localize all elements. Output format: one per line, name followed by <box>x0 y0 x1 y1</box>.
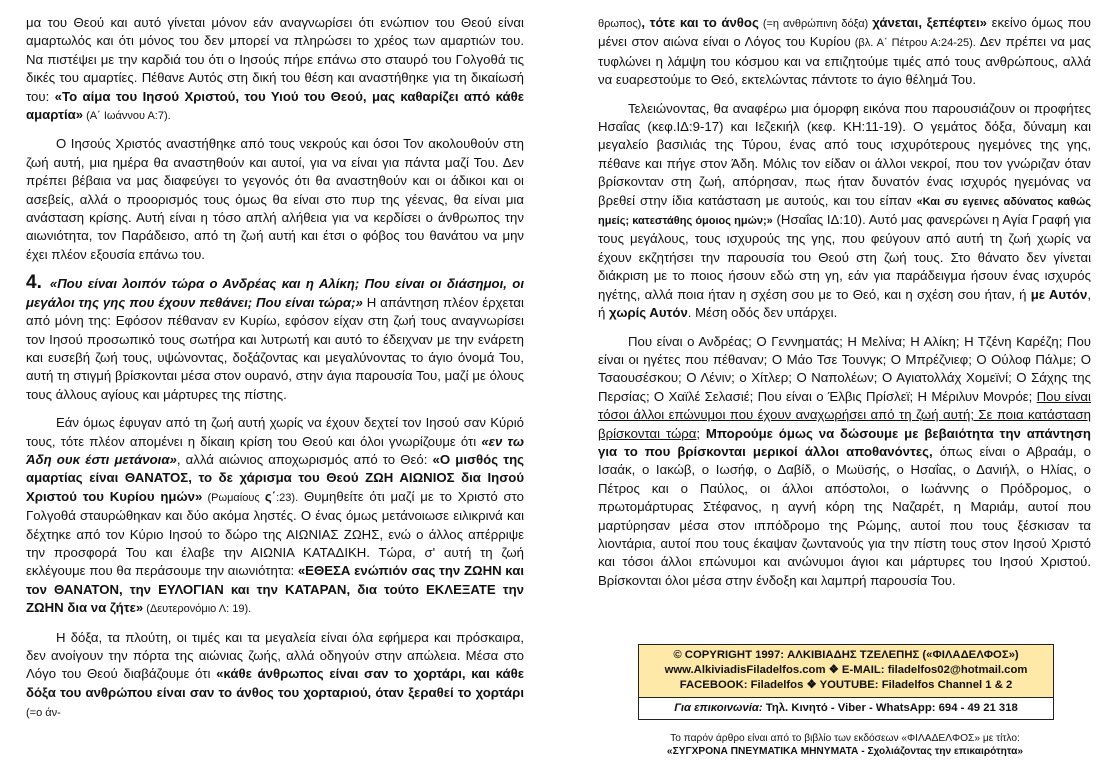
social-line: FACEBOOK: Filadelfos ❖ YOUTUBE: Filadelfos Channel 1 & 2 <box>679 679 1013 691</box>
contact-line: Για επικοινωνία: Τηλ. Κινητό - Viber - WhatsApp: 694 - 49 21 318 <box>639 697 1053 719</box>
paragraph-r3: Που είναι ο Ανδρέας; Ο Γεννηματάς; Η Μελίνα; Η Αλίκη; Η Τζένη Καρέζη; Που είναι οι ηγέτες που πέθαναν; Ο Μάο Τσε Τουνγκ; Ο Μπρέζνιεφ; Ο Ούλοφ Πάλμε; Ο Τσαουσέσκου; Ο Λένιν; ο Χίτλερ; Ο Ναπολέων; Ο Αγιατολλάχ Χομεϊνί; Ο Σάχης της Περσίας; Ο Χαϊλέ Σελασιέ; Που είναι ο Έλβις Πρίσλεϊ; Η Μέριλυν Μονρόε; Που είναι τόσοι άλλοι επώνυμοι που έχουν αναχωρήσει από τη ζωή αυτή; Σε ποια κατάσταση βρίσκονται τώρα; Μπορούμε όμως να δώσουμε με βεβαιότητα την απάντηση για το που βρίσκονται μερικοί άλλοι αποθανόντες, όπως είναι ο Αβραάμ, ο Ισαάκ, ο Ιακώβ, ο Ιωσήφ, ο Δαβίδ, ο Μωϋσής, ο Ησαΐας, ο Δανιήλ, ο Ηλίας, ο Πέτρος και ο Παύλος, οι άλλοι απόστολοι, ο Ιωάννης ο Πρόδρομος, ο πρωτομάρτυρας Στέφανος, η αγνή κόρη της Ναζαρέτ, η Μαριάμ, αυτοί που μαρτύρησαν μέσα στον ιππόδρομο της Ρώμης, αυτοί που τους ξέσκισαν τα λιοντάρια, αυτοί που τους έκαψαν ζωντανούς για την πίστη τους στον Ιησού Χριστό και τόσοι άλλοι επώνυμοι και ανώνυμοι άγιοι και μάρτυρες του Ιησού Χριστού. Βρίσκονται όλοι μέσα στην ένδοξη και λαμπρή παρουσία Του. <box>598 333 1091 588</box>
copyright-line: © COPYRIGHT 1997: ΑΛΚΙΒΙΑΔΗΣ ΤΖΕΛΕΠΗΣ («ΦΙΛΑΔΕΛΦΟΣ») <box>673 649 1019 661</box>
paragraph-4: Εάν όμως έφυγαν από τη ζωή αυτή χωρίς να έχουν δεχτεί τον Ιησού σαν Κύριό τους, τότε πλέον απομένει η δίκαιη κρίση του Θεού και όλοι γνωρίζουμε ότι «εν τω Άδη ουκ έστι μετάνοια», αλλά αιώνιος αποχωρισμός από το Θεό: «Ο μισθός της αμαρτίας είναι ΘΑΝΑΤΟΣ, το δε χάρισμα του Θεού ΖΩΗ ΑΙΩΝΙΟΣ δια Ιησού Χριστού του Κυρίου ημών» (Ρωμαίους ς΄:23). Θυμηθείτε ότι μαζί με το Χριστό στο Γολγοθά σταυρώθηκαν και δύο ακόμα ληστές. Ο ένας όμως μετάνοιωσε ειλικρινά και δέχτηκε από τον Κύριο Ιησού το δώρο της ΑΙΩΝΙΑΣ ΖΩΗΣ, ενώ ο άλλος απέρριψε την προσφορά Του και έλαβε την ΑΙΩΝΙΑ ΚΑΤΑΔΙΚΗ. Τώρα, σ' αυτή τη ζωή εκλέγουμε που θα περάσουμε την αιωνιότητα: «ΕΘΕΣΑ ενώπιόν σας την ΖΩΗΝ και τον ΘΑΝΑΤΟΝ, την ΕΥΛΟΓΙΑΝ και την ΚΑΤΑΡΑΝ, δια τούτο ΕΚΛΕΞΑΤΕ την ΖΩΗΝ δια να ζήτε» (Δευτερονόμιο Λ: 19). <box>26 415 524 616</box>
right-column <box>598 14 1091 600</box>
section-question: «Που είναι λοιπόν τώρα ο Ανδρέας και η Αλίκη; Που είναι οι διάσημοι, οι μεγάλοι της γης που έχουν πεθάνει; Που είναι τώρα;» <box>26 276 524 310</box>
paragraph-5: Η δόξα, τα πλούτη, οι τιμές και τα μεγαλεία είναι όλα εφήμερα και πρόσκαιρα, δεν ανοίγουν την πόρτα της αιώνιας ζωής, αλλά οδηγούν στην απώλεια. Μέσα στο Λόγο του Θεού διαβάζουμε ότι «κάθε άνθρωπος είναι σαν το χορτάρι, και κάθε δόξα του ανθρώπου είναι σαν το άνθος του χορταριού, όταν ξεραθεί το χορτάρι (=ο άν- <box>26 629 524 720</box>
paragraph-r1: θρωπος), τότε και το άνθος (=η ανθρώπινη δόξα) χάνεται, ξεπέφτει» εκείνο όμως που μένει στον αιώνα είναι ο Λόγος του Κυρίου (βλ. Α΄ Πέτρου Α:24-25). Δεν πρέπει να μας τυφλώνει η λάμψη του κόσμου και να επιζητούμε τιμές από τους ανθρώπους, αλλά να ευαρεστούμε το Θεό, εκτελώντας πάντοτε το άγιο θέλημά Του. <box>598 15 1092 88</box>
copyright-box <box>638 644 1054 720</box>
paragraph-r2: Τελειώνοντας, θα αναφέρω μια όμορφη εικόνα που παρουσιάζουν οι προφήτες Ησαΐας (κεφ.ΙΔ:9-17) και Ιεζεκιήλ (κεφ. ΚΗ:11-19). Ο γεμάτος δόξα, δύναμη και μεγαλείο βασιλιάς της Τύρου, ένας από τους ισχυρότερους ηγεμόνες της γης, πέθανε και πήγε στον Άδη. Μόλις τον είδαν οι άλλοι νεκροί, που τον γνώριζαν όταν βρίσκονταν στη ζωή, απόρησαν, πως ήταν δυνατόν ένας ισχυρός ηγεμόνας να βρεθεί στην ίδια κατάσταση με αυτούς, και του είπαν «Και συ εγεινες αδύνατος καθώς ημείς; κατεστάθης όμοιος ημών;» (Ησαΐας ΙΔ:10). Αυτό μας φανερώνει η Αγία Γραφή για τους μεγάλους, τους ισχυρούς της γης, που φεύγουν από αυτή τη ζωή χωρίς να έχουν εκζητήσει την παρουσία του Θεού στη ζωή τους. Στο θάνατο δεν γίνεται διάκριση με το ποιος ήσουν εδώ στη γη, εάν για παράδειγμα ήσουν ένας ισχυρός ηγέτης, αλλά ποια ήταν η σχέση σου με το Θεό, και η σχέση σου ήταν, ή με Αυτόν, ή χωρίς Αυτόν. Μέση οδός δεν υπάρχει. <box>598 100 1091 321</box>
section-4: 4. «Που είναι λοιπόν τώρα ο Ανδρέας και η Αλίκη; Που είναι οι διάσημοι, οι μεγάλοι της γης που έχουν πεθάνει; Που είναι τώρα;» Η απάντηση πλέον έρχεται από μόνη της: Εφόσον πέθαναν εν Κυρίω, εφόσον είχαν στη ζωή τους αναγνωρίσει τον Ιησού προσωπικό τους σωτήρα και λυτρωτή και αυτό το έδειχναν με την ενάρετη και ευσεβή ζωή τους, υψώνοντας, δοξάζοντας και μεγαλύνοντας το άγιο όνομά Του, αυτή τη στιγμή βρίσκονται μέσα στον ουρανό, στην άγια παρουσία Του, μαζί με όλους τους άλλους αγίους και μάρτυρες της πίστης. <box>26 272 524 402</box>
website-email-line: www.AlkiviadisFiladelfos.com ❖ E-MAIL: filadelfos02@hotmail.com <box>664 664 1028 676</box>
left-column <box>26 14 524 733</box>
section-number: 4. <box>26 272 42 294</box>
paragraph-2: Ο Ιησούς Χριστός αναστήθηκε από τους νεκρούς και όσοι Τον ακολουθούν στη ζωή αυτή, μια ημέρα θα αναστηθούν και αυτοί, για να είναι για πάντα μαζί Του. Δεν πρέπει βέβαια να μας διαφεύγει το γεγονός ότι θα αναστηθούν και οι άδικοι και οι ασεβείς, αλλά ο προορισμός τους όμως θα είναι στο πυρ της γέενας, θα είναι μια ανάσταση κρίσης. Αυτή είναι η τόσο απλή αλήθεια για να κερδίσει ο άνθρωπος την αιωνιότητα, τον Παράδεισο, από τη ζωή αυτή και έτσι ο φόβος του θανάτου να μην έχει πλέον εξουσία επάνω του. <box>26 136 524 262</box>
copyright-header <box>639 645 1053 697</box>
source-note: Το παρόν άρθρο είναι από το βιβλίο των εκδόσεων «ΦΙΛΑΔΕΛΦΟΣ» με τίτλο: «ΣΥΓΧΡΟΝΑ ΠΝΕΥΜΑΤΙΚΑ ΜΗΝΥΜΑΤΑ - Σχολιάζοντας την επικαιρότητα» <box>666 733 1024 757</box>
paragraph-1: μα του Θεού και αυτό γίνεται μόνον εάν αναγνωρίσει ότι ενώπιον του Θεού είναι αμαρτωλός και ότι μόνος του δεν μπορεί να πληρώσει το χρέος των αμαρτιών του. Να πιστέψει με την καρδιά του ότι ο Ιησούς πήρε επάνω στο σταυρό του Γολγοθά τις δικές του αμαρτίες. Πέθανε Αυτός στη δική του θέση και αναστήθηκε για τη δικαίωσή του: «Το αίμα του Ιησού Χριστού, του Υιού του Θεού, μας καθαρίζει από κάθε αμαρτία» (Α΄ Ιωάννου Α:7). <box>26 15 524 123</box>
